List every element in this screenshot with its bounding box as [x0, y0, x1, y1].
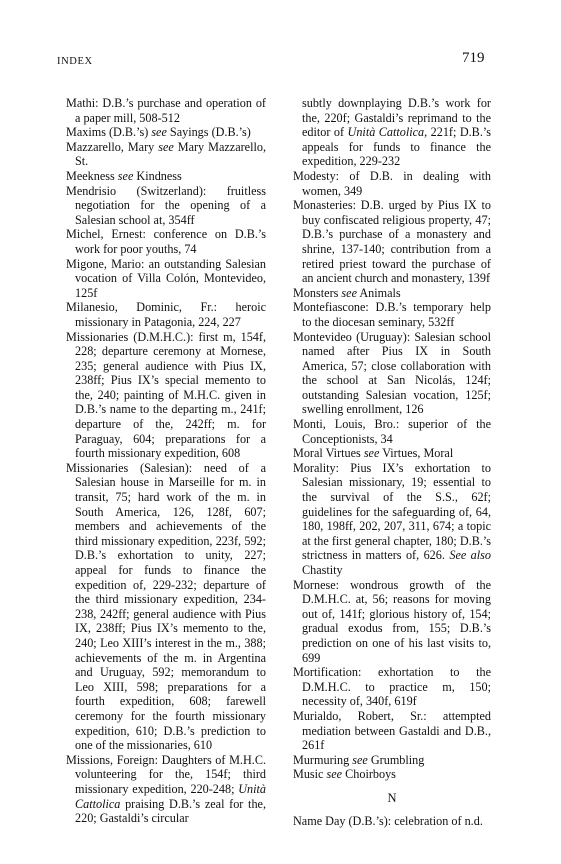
- index-entry: Monasteries: D.B. urged by Pius IX to buy confiscated religious property, 47; D.B.’s purchase of a monastery and shrine, 137-140; contribution from a retired priest toward the purchase of an ancient church and monastery, 139f: [293, 198, 491, 286]
- index-entry: Murmuring see Grumbling: [293, 752, 425, 767]
- index-entry: Modesty: of D.B. in dealing with women, 349: [293, 168, 491, 198]
- index-entry: Monsters see Animals: [293, 285, 401, 300]
- index-entry: Migone, Mario: an outstanding Salesian vocation of Villa Colón, Montevideo, 125f: [66, 256, 266, 300]
- index-entry: Monti, Louis, Bro.: superior of the Conceptionists, 34: [293, 417, 491, 446]
- index-entry: Music see Choirboys: [293, 767, 396, 782]
- index-entry: Mendrisio (Switzerland): fruitless negotiation for the opening of a Salesian school at, 354ff: [66, 183, 266, 227]
- running-head: INDEX: [57, 56, 93, 67]
- index-entry: Morality: Pius IX’s exhortation to Salesian missionary, 19; essential to the survival of the S.S., 62f; guidelines for the safeguarding of, 64, 180, 198ff, 202, 207, 311, 674; a topic at the first general chapter, 180; D.B.’s strictness in matters of, 626. See also Chastity: [293, 460, 491, 577]
- index-entry: subtly downplaying D.B.’s work for the, 220f; Gastaldi’s reprimand to the editor of Unità Cattolica, 221f; D.B.’s appeals for funds to finance the expedition, 229-232: [302, 96, 491, 169]
- index-entry: Meekness see Kindness: [66, 168, 182, 183]
- page-number: 719: [462, 50, 485, 66]
- index-entry: Mazzarello, Mary see Mary Mazzarello, St.: [66, 139, 266, 169]
- index-entry: Mornese: wondrous growth of the D.M.H.C. at, 56; reasons for moving out of, 141f; glorious history of, 154; gradual exodus from, 155; D.B.’s prediction on one of his last visits to, 699: [293, 577, 491, 665]
- index-entry: Maxims (D.B.’s) see Sayings (D.B.’s): [66, 125, 251, 140]
- index-entry: Milanesio, Dominic, Fr.: heroic missionary in Patagonia, 224, 227: [66, 300, 266, 329]
- index-entry: Mathi: D.B.’s purchase and operation of a paper mill, 508-512: [66, 96, 266, 125]
- index-entry: Missions, Foreign: Daughters of M.H.C. volunteering for the, 154f; third missionary expedition, 220-248; Unità Cattolica praising D.B.’s zeal for the, 220; Gastaldi’s circular: [66, 752, 266, 826]
- index-column-left: [66, 96, 266, 826]
- index-entry: Missionaries (D.M.H.C.): first m, 154f, 228; departure ceremony at Mornese, 235; general audience with Pius IX, 238ff; Pius IX’s special memento to the, 240; painting of M.H.C. given in D.B.’s name to the departing m., 241f; departure of the, 242ff; m. for Paraguay, 604; preparations for a fourth missionary expedition, 608: [66, 329, 266, 461]
- index-entry: Montevideo (Uruguay): Salesian school named after Pius IX in South America, 57; close collaboration with the school at San Nicolás, 124f; outstanding Salesian vocation, 125f; swelling enrollment, 126: [293, 329, 491, 417]
- index-entry: Name Day (D.B.’s): celebration of n.d.: [293, 813, 483, 828]
- index-entry: Montefiascone: D.B.’s temporary help to the diocesan seminary, 532ff: [293, 300, 491, 329]
- index-entry: Mortification: exhortation to the D.M.H.C. to practice m, 150; necessity of, 340f, 619f: [293, 665, 491, 709]
- index-entry: Michel, Ernest: conference on D.B.’s work for poor youths, 74: [66, 227, 266, 256]
- index-column-right: [293, 96, 491, 828]
- index-entry: Missionaries (Salesian): need of a Salesian house in Marseille for m. in transit, 75; hard work of the m. in South America, 126, 128f, 607; members and achievements of the third missionary expedition, 223f, 592; D.B.’s exhortation to unity, 227; appeal for funds to finance the expedition of, 229-232; departure of the third missionary expedition, 234-238, 242ff; general audience with Pius IX, 238ff; Pius IX’s memento to the, 240; Leo XIII’s interest in the m., 388; achievements of the m. in Argentina and Uruguay, 592; memorandum to Leo XIII, 598; preparations for a fourth expedition, 608; farewell ceremony for the fourth missionary expedition, 610; D.B.’s prediction to one of the missionaries, 610: [66, 460, 266, 753]
- index-entry: Murialdo, Robert, Sr.: attempted mediation between Gastaldi and D.B., 261f: [293, 708, 491, 753]
- index-entry: Moral Virtues see Virtues, Moral: [293, 446, 454, 461]
- section-letter-heading: N: [387, 790, 397, 805]
